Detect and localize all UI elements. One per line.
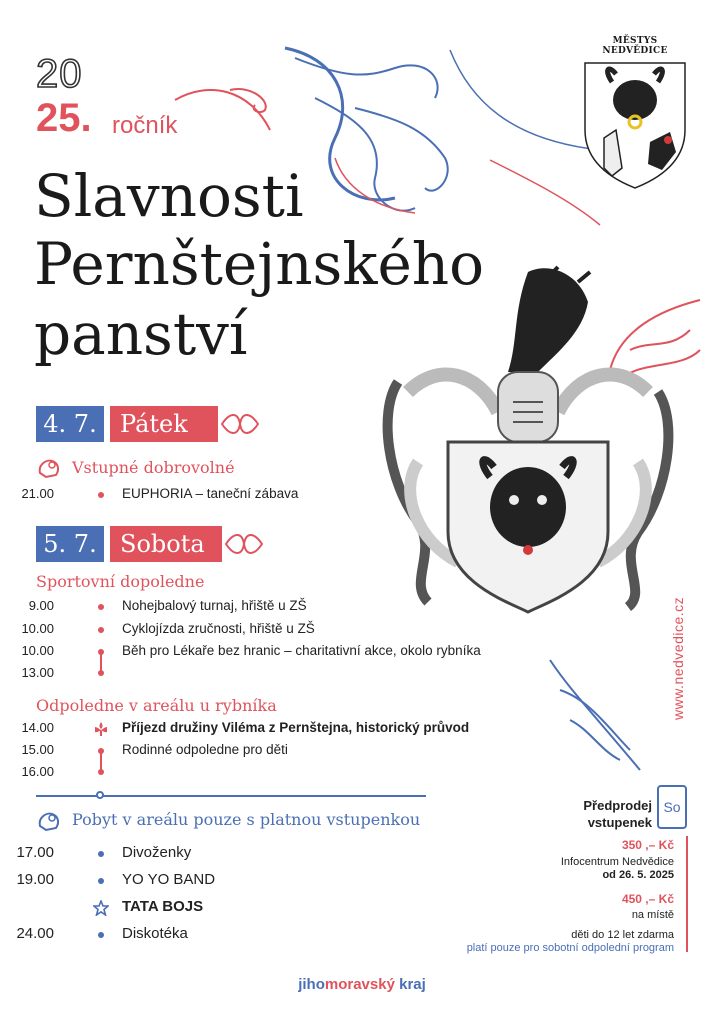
- time-range-line: [100, 652, 102, 672]
- fleur-ornament-icon: [220, 410, 260, 438]
- time-range-line: [100, 751, 102, 771]
- event-desc: Divoženky: [122, 844, 192, 861]
- sport-heading: Sportovní dopoledne: [36, 572, 205, 591]
- event-bullet: [98, 627, 104, 633]
- presale-place2: na místě: [631, 909, 674, 921]
- afternoon-heading: Odpoledne v areálu u rybníka: [36, 696, 277, 715]
- friday-entry-note: Vstupné dobrovolné: [72, 458, 235, 477]
- event-bullet: [98, 851, 104, 857]
- event-desc: Diskotéka: [122, 925, 188, 942]
- event-time: 10.00: [21, 643, 54, 658]
- event-desc: Příjezd družiny Viléma z Pernštejna, historický průvod: [122, 720, 470, 735]
- region-logo-part3: kraj: [394, 976, 426, 993]
- sport-event-end: [0, 665, 90, 685]
- star-icon: [93, 900, 109, 916]
- title-line-3: panství: [34, 300, 248, 368]
- sport-event-row: [0, 621, 724, 641]
- ticket-badge: So: [657, 785, 687, 829]
- title-line-2: Pernštejnského: [34, 230, 485, 298]
- presale-title-line1: Předprodej: [583, 798, 652, 813]
- pernstejn-coat-of-arms: [378, 262, 678, 622]
- event-time: 19.00: [16, 871, 54, 888]
- event-time: 14.00: [21, 720, 54, 735]
- event-time: 24.00: [16, 925, 54, 942]
- event-desc: Nohejbalový turnaj, hřiště u ZŠ: [122, 598, 307, 613]
- presale-place1: Infocentrum Nedvědice: [560, 856, 674, 868]
- title-line-1: Slavnosti: [34, 162, 304, 230]
- afternoon-event-row: [0, 720, 724, 740]
- year-suffix: 25.: [36, 96, 92, 140]
- event-bullet: [98, 604, 104, 610]
- fleur-de-lis-icon: [93, 721, 109, 737]
- event-time: 13.00: [21, 665, 54, 680]
- evening-event-row: [0, 871, 500, 893]
- town-shield-icon: [582, 60, 688, 190]
- evening-event-row: [0, 898, 500, 920]
- event-time: 10.00: [21, 621, 54, 636]
- presale-title: [500, 797, 652, 831]
- presale-price2: 450 ,– Kč: [621, 892, 674, 906]
- region-logo: [0, 976, 724, 993]
- sport-event-row: [0, 598, 724, 618]
- event-time: 21.00: [21, 486, 54, 501]
- presale-divider: [686, 836, 688, 952]
- friday-day: Pátek: [110, 406, 218, 442]
- event-bullet: [98, 492, 104, 498]
- event-desc: Cyklojízda zručnosti, hřiště u ZŠ: [122, 621, 315, 636]
- edition-label: ročník: [112, 112, 178, 139]
- event-desc: EUPHORIA – taneční zábava: [122, 486, 299, 501]
- ticket-heading: Pobyt v areálu pouze s platnou vstupenkou: [72, 810, 421, 829]
- saturday-date: 5. 7.: [36, 526, 104, 562]
- sport-event-row: [0, 643, 724, 663]
- town-crest: [580, 36, 690, 186]
- event-desc: TATA BOJS: [122, 898, 204, 915]
- event-bullet: [98, 769, 104, 775]
- event-bullet: [98, 878, 104, 884]
- afternoon-event-row: [0, 742, 724, 762]
- year-prefix: 20: [36, 52, 83, 96]
- event-time: 9.00: [28, 598, 54, 613]
- presale-price1: 350 ,– Kč: [621, 838, 674, 852]
- presale-from1: od 26. 5. 2025: [602, 869, 674, 881]
- donation-icon: [36, 455, 64, 481]
- event-bullet: [98, 932, 104, 938]
- region-logo-part2: moravský: [324, 976, 395, 993]
- presale-kids: děti do 12 let zdarma: [571, 929, 674, 941]
- presale-title-line2: vstupenek: [587, 815, 652, 830]
- event-time: 16.00: [21, 764, 54, 779]
- afternoon-event-end: [0, 764, 90, 784]
- divider: [36, 795, 426, 797]
- divider-dot: [96, 791, 104, 799]
- ornament-top-left: [170, 80, 280, 140]
- saturday-day: Sobota: [110, 526, 222, 562]
- friday-event-row: [0, 486, 724, 506]
- fleur-ornament-icon: [224, 530, 264, 558]
- region-logo-part1: jiho: [298, 976, 325, 993]
- evening-event-row: [0, 844, 500, 866]
- presale-note: platí pouze pro sobotní odpolední program: [466, 942, 674, 954]
- event-time: 15.00: [21, 742, 54, 757]
- friday-date: 4. 7.: [36, 406, 104, 442]
- event-desc: YO YO BAND: [122, 871, 216, 888]
- ticket-icon: [36, 808, 64, 834]
- event-bullet: [98, 670, 104, 676]
- town-crest-label: MĚSTYS NEDVĚDICE: [602, 36, 668, 56]
- event-desc: Rodinné odpoledne pro děti: [122, 742, 288, 757]
- event-desc: Běh pro Lékaře bez hranic – charitativní akce, okolo rybníka: [122, 643, 481, 658]
- website-url[interactable]: www.nedvedice.cz: [670, 596, 686, 720]
- event-time: 17.00: [16, 844, 54, 861]
